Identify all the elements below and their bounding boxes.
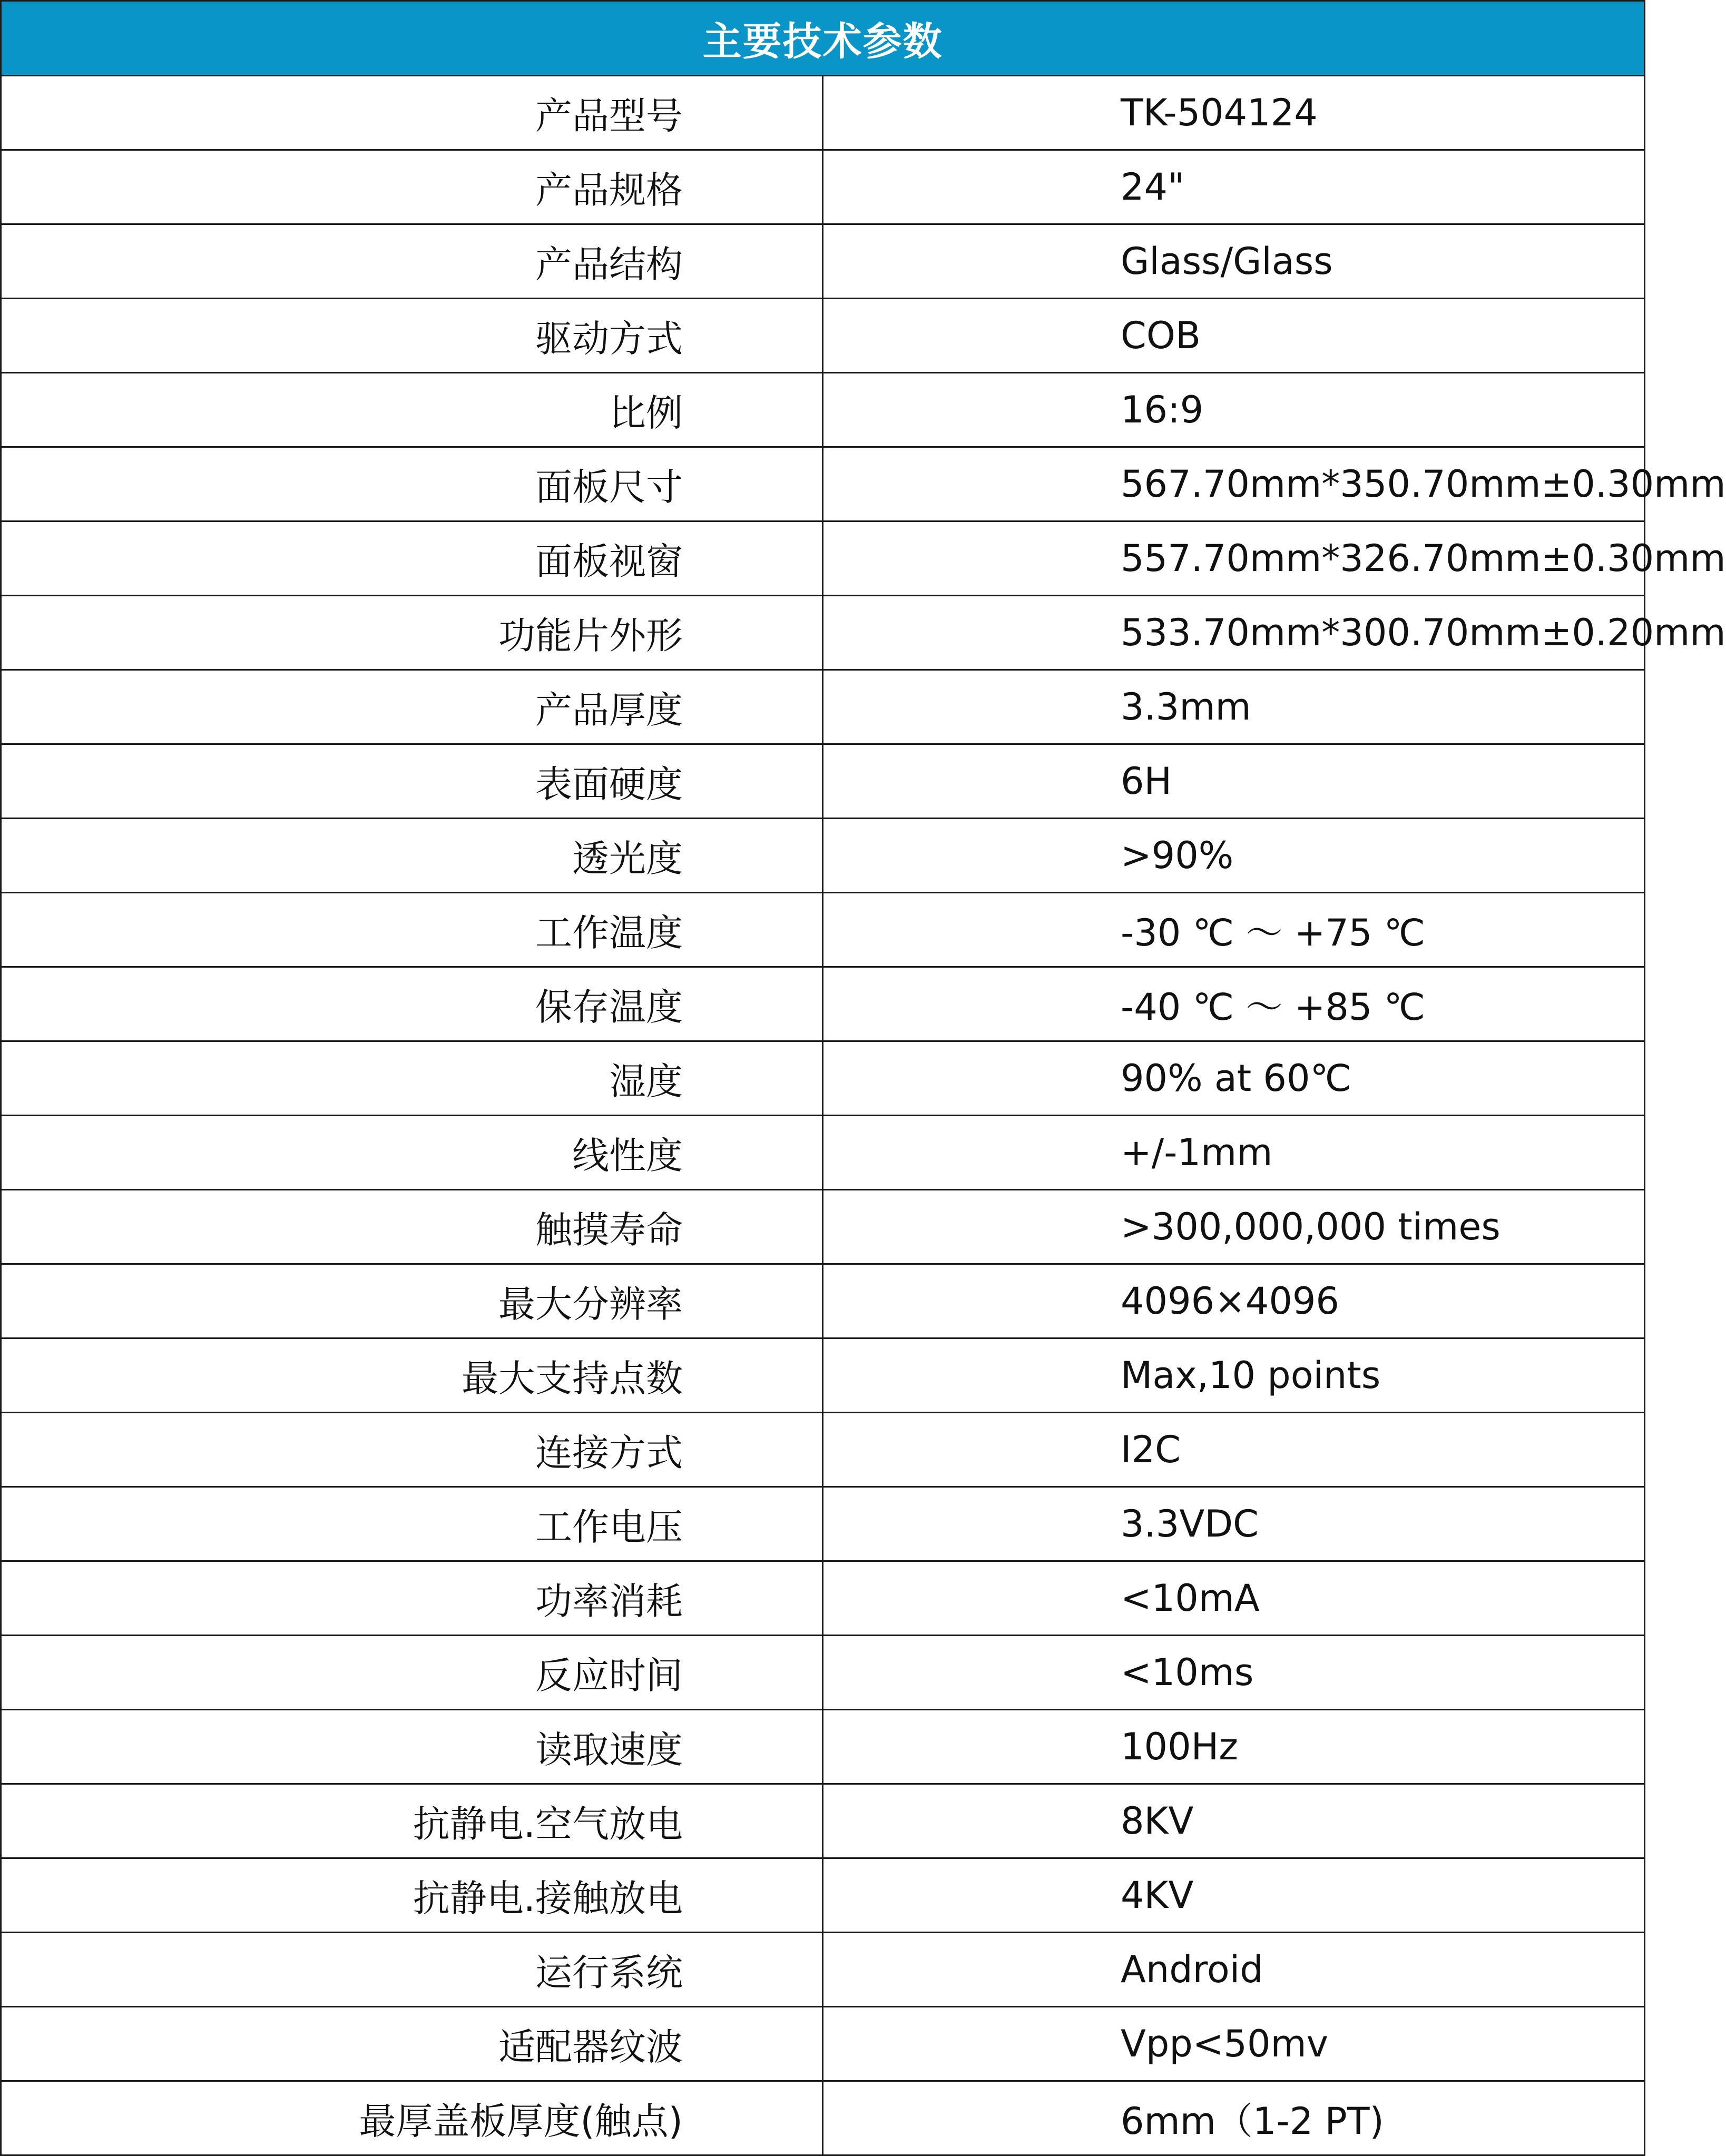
param-value: 533.70mm*300.70mm±0.20mm bbox=[823, 596, 1645, 670]
table-row bbox=[1, 373, 1645, 447]
param-label: 产品结构 bbox=[1, 224, 823, 299]
table-row bbox=[1, 1933, 1645, 2007]
param-value: <10mA bbox=[823, 1561, 1645, 1636]
param-value: 100Hz bbox=[823, 1710, 1645, 1784]
param-value: +/-1mm bbox=[823, 1116, 1645, 1190]
param-label: 功率消耗 bbox=[1, 1561, 823, 1636]
table-row bbox=[1, 1561, 1645, 1636]
table-row bbox=[1, 150, 1645, 224]
param-label: 最大分辨率 bbox=[1, 1264, 823, 1338]
param-label: 工作温度 bbox=[1, 893, 823, 967]
param-value: Android bbox=[823, 1933, 1645, 2007]
param-label: 工作电压 bbox=[1, 1487, 823, 1561]
table-row bbox=[1, 1487, 1645, 1561]
param-label: 驱动方式 bbox=[1, 299, 823, 373]
param-label: 连接方式 bbox=[1, 1413, 823, 1487]
table-row bbox=[1, 1338, 1645, 1413]
table-row bbox=[1, 819, 1645, 893]
param-value: -40 ℃ ～ +85 ℃ bbox=[823, 967, 1645, 1041]
param-value: 3.3VDC bbox=[823, 1487, 1645, 1561]
param-value: 557.70mm*326.70mm±0.30mm bbox=[823, 521, 1645, 596]
header-row bbox=[1, 1, 1645, 76]
table-row bbox=[1, 1190, 1645, 1264]
param-value: 4KV bbox=[823, 1858, 1645, 1933]
param-value: 16:9 bbox=[823, 373, 1645, 447]
param-label: 反应时间 bbox=[1, 1636, 823, 1710]
param-label: 线性度 bbox=[1, 1116, 823, 1190]
param-value: 90% at 60℃ bbox=[823, 1041, 1645, 1116]
table-row bbox=[1, 1116, 1645, 1190]
param-label: 抗静电.空气放电 bbox=[1, 1784, 823, 1858]
param-value: >300,000,000 times bbox=[823, 1190, 1645, 1264]
param-label: 产品厚度 bbox=[1, 670, 823, 744]
param-label: 抗静电.接触放电 bbox=[1, 1858, 823, 1933]
table-row bbox=[1, 893, 1645, 967]
table-row bbox=[1, 1041, 1645, 1116]
param-label: 读取速度 bbox=[1, 1710, 823, 1784]
param-value: <10ms bbox=[823, 1636, 1645, 1710]
param-label: 保存温度 bbox=[1, 967, 823, 1041]
table-row bbox=[1, 1710, 1645, 1784]
param-value: 8KV bbox=[823, 1784, 1645, 1858]
param-label: 湿度 bbox=[1, 1041, 823, 1116]
table-row bbox=[1, 670, 1645, 744]
param-value: 3.3mm bbox=[823, 670, 1645, 744]
table-row bbox=[1, 521, 1645, 596]
table-row bbox=[1, 1264, 1645, 1338]
param-value: -30 ℃ ～ +75 ℃ bbox=[823, 893, 1645, 967]
param-value: COB bbox=[823, 299, 1645, 373]
param-value: Max,10 points bbox=[823, 1338, 1645, 1413]
table-row bbox=[1, 299, 1645, 373]
table-row bbox=[1, 1413, 1645, 1487]
table-row bbox=[1, 1784, 1645, 1858]
table-row bbox=[1, 1858, 1645, 1933]
param-value: >90% bbox=[823, 819, 1645, 893]
param-label: 运行系统 bbox=[1, 1933, 823, 2007]
table-row bbox=[1, 447, 1645, 521]
table-row bbox=[1, 2007, 1645, 2081]
param-label: 透光度 bbox=[1, 819, 823, 893]
table-row bbox=[1, 967, 1645, 1041]
param-value: 6H bbox=[823, 744, 1645, 819]
param-label: 产品型号 bbox=[1, 76, 823, 150]
param-label: 最大支持点数 bbox=[1, 1338, 823, 1413]
param-value: 24" bbox=[823, 150, 1645, 224]
param-label: 面板尺寸 bbox=[1, 447, 823, 521]
spec-body bbox=[1, 76, 1726, 2155]
param-label: 比例 bbox=[1, 373, 823, 447]
param-value: 6mm（1-2 PT) bbox=[823, 2081, 1645, 2155]
param-label: 产品规格 bbox=[1, 150, 823, 224]
param-label: 最厚盖板厚度(触点) bbox=[1, 2081, 823, 2155]
param-value: Vpp<50mv bbox=[823, 2007, 1645, 2081]
param-value: Glass/Glass bbox=[823, 224, 1645, 299]
param-value: 4096×4096 bbox=[823, 1264, 1645, 1338]
param-label: 适配器纹波 bbox=[1, 2007, 823, 2081]
param-label: 表面硬度 bbox=[1, 744, 823, 819]
table-row bbox=[1, 76, 1645, 150]
table-row bbox=[1, 224, 1645, 299]
param-value: 567.70mm*350.70mm±0.30mm bbox=[823, 447, 1645, 521]
param-label: 面板视窗 bbox=[1, 521, 823, 596]
param-value: TK-504124 bbox=[823, 76, 1645, 150]
table-row bbox=[1, 744, 1645, 819]
table-title: 主要技术参数 bbox=[1, 1, 1645, 76]
param-label: 触摸寿命 bbox=[1, 1190, 823, 1264]
table-row bbox=[1, 2081, 1645, 2155]
param-label: 功能片外形 bbox=[1, 596, 823, 670]
table-row bbox=[1, 596, 1645, 670]
table-row bbox=[1, 1636, 1645, 1710]
param-value: I2C bbox=[823, 1413, 1645, 1487]
